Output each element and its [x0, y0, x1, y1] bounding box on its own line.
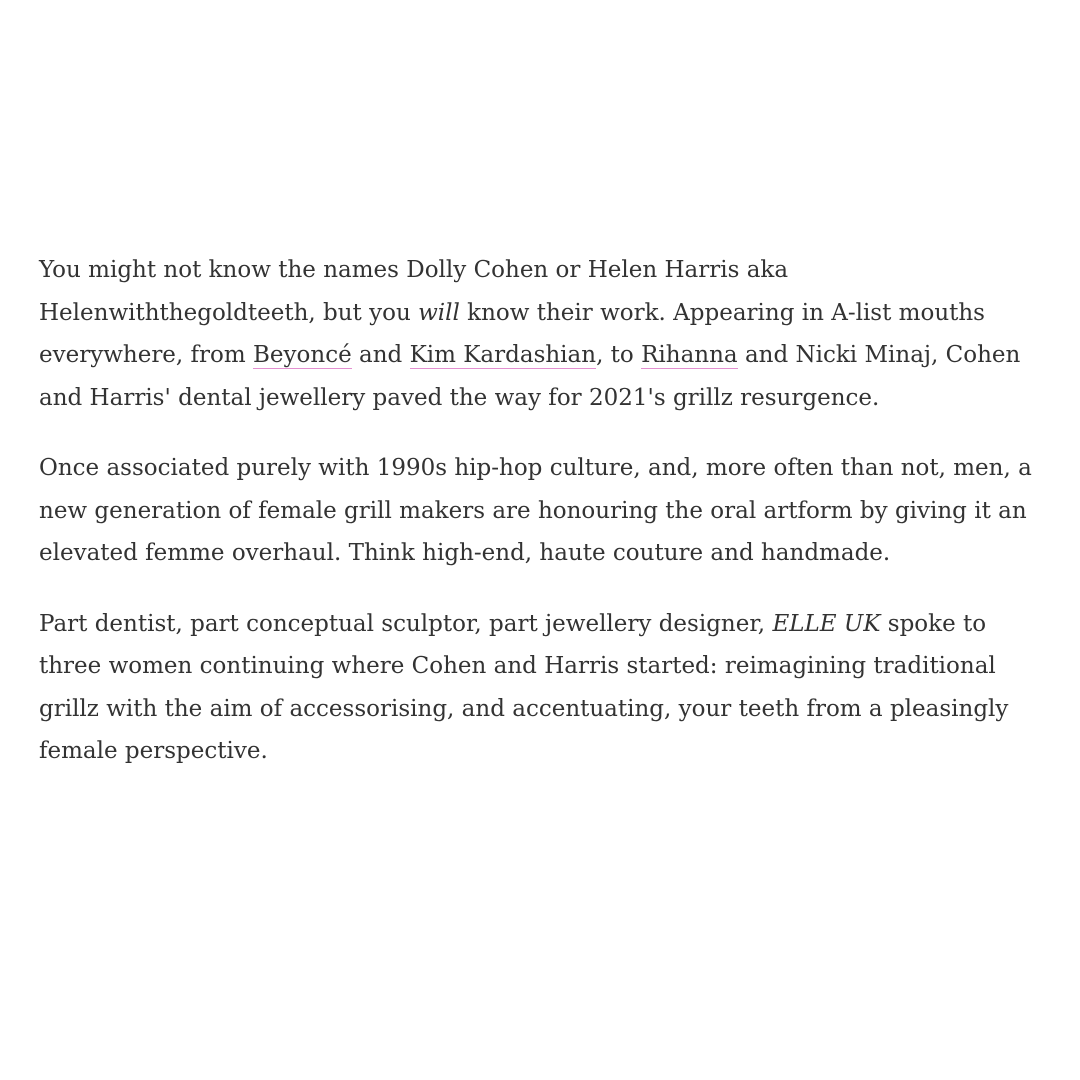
link-beyonce[interactable]: Beyoncé — [253, 342, 352, 368]
intro-text-4: , to — [596, 342, 642, 368]
intro-text-2: know their work. Appearing in A-list mouths everywhere, from — [39, 299, 985, 368]
intro-text-1: You might not know the names Dolly Cohen or Helen Harris aka Helenwiththegoldteeth, but you — [39, 257, 789, 326]
intro-emphasis-will: will — [418, 299, 460, 326]
intro-text-3: and — [351, 342, 410, 368]
link-rihanna[interactable]: Rihanna — [641, 342, 738, 368]
elle-text-1: Part dentist, part conceptual sculptor, part jewellery designer, — [39, 610, 773, 637]
intro-text-5: and Nicki Minaj, Cohen and Harris' dental jewellery paved the way for 2021's grillz resurgence. — [39, 342, 1021, 411]
paragraph-elle — [39, 603, 1039, 773]
paragraph-intro — [39, 249, 1039, 419]
article-body — [39, 249, 1039, 801]
paragraph-history: Once associated purely with 1990s hip-hop culture, and, more often than not, men, a new generation of female grill makers are honouring the oral artform by giving it an elevated femme overhaul. Think high-end, haute couture and handmade. — [39, 455, 1032, 566]
elle-emphasis-publication: ELLE UK — [772, 610, 881, 637]
link-kim-kardashian[interactable]: Kim Kardashian — [409, 342, 597, 368]
elle-text-2: spoke to three women continuing where Cohen and Harris started: reimagining traditional grillz with the aim of accessorising, and accentuating, your teeth from a pleasingly female perspective. — [39, 610, 1009, 764]
